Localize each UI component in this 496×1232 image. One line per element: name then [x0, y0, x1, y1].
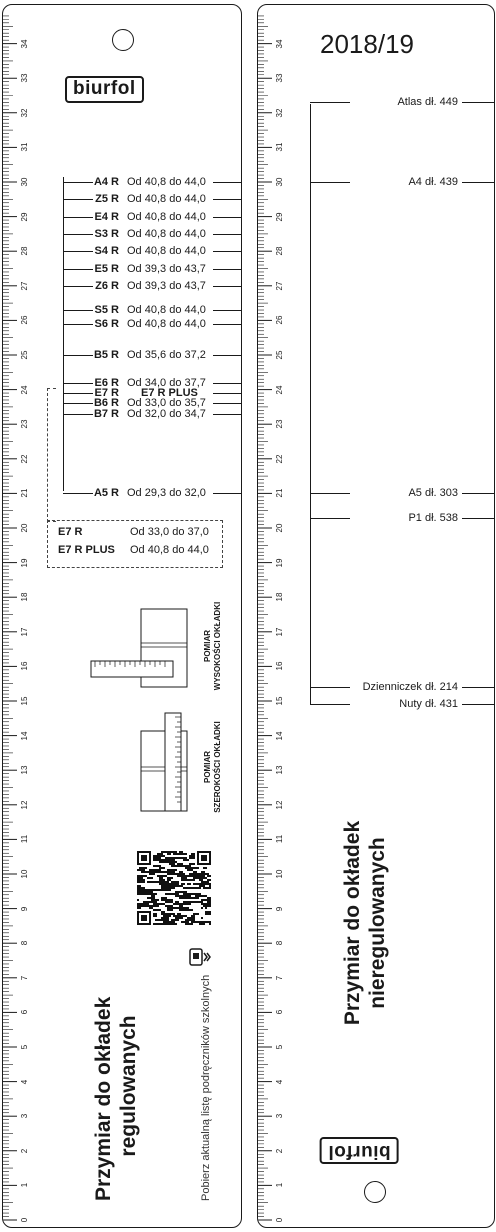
biurfol-logo: biurfol	[65, 76, 144, 103]
book-tick-line	[310, 704, 350, 705]
left-title-line-2: regulowanych	[117, 1015, 140, 1157]
right-scale-label: 22	[275, 454, 284, 464]
left-scale-label: 24	[20, 385, 29, 395]
left-scale-label: 0	[20, 1217, 29, 1223]
left-scale-label: 33	[20, 73, 29, 83]
book-label: A4 dł. 439	[408, 176, 458, 188]
left-scale-label: 15	[20, 696, 29, 706]
right-scale-label: 27	[275, 281, 284, 291]
book-label: A5 dł. 303	[408, 487, 458, 500]
right-scale-label: 17	[275, 627, 284, 637]
download-list-hint: Pobierz aktualną listę podręczników szkolnych	[200, 974, 212, 1201]
cover-type-code: A4 R	[93, 176, 119, 188]
right-ruler-title	[340, 793, 390, 1053]
right-scale-label: 23	[275, 419, 284, 429]
book-edge-line	[462, 182, 494, 183]
cover-type-code: E7 R	[94, 387, 119, 400]
left-scale-label: 25	[20, 350, 29, 360]
left-scale-label: 7	[20, 975, 29, 981]
right-scale-label: 14	[275, 731, 284, 741]
cover-type-range: Od 40,8 do 44,0	[127, 210, 206, 223]
cover-type-code: E5 R	[94, 262, 119, 275]
left-scale-label: 30	[20, 177, 29, 187]
cover-type-range: Od 32,0 do 34,7	[127, 407, 206, 420]
left-scale-label: 8	[20, 940, 29, 946]
left-scale-label: 21	[20, 488, 29, 498]
cover-type-range: Od 33,0 do 35,7	[127, 397, 206, 410]
cover-type-code: B6 R	[93, 397, 119, 410]
left-scale-label: 23	[20, 419, 29, 429]
left-scale-label: 18	[20, 592, 29, 602]
left-scale-label: 14	[20, 731, 29, 741]
left-scale-label: 11	[20, 835, 29, 844]
right-scale-label: 16	[275, 661, 284, 671]
left-scale-label: 20	[20, 523, 29, 533]
left-scale-label: 34	[20, 39, 29, 49]
cover-type-range: Od 39,3 do 43,7	[127, 279, 206, 292]
right-scale-label: 4	[275, 1079, 284, 1084]
right-scale-label: 15	[275, 696, 284, 706]
right-scale-label: 28	[275, 246, 284, 256]
right-scale-label: 30	[275, 177, 284, 187]
right-scale-label: 0	[275, 1217, 284, 1223]
right-scale-label: 9	[275, 906, 284, 911]
right-scale-label: 12	[275, 800, 284, 810]
book-label: Dzienniczek dł. 214	[362, 681, 458, 694]
cover-type-range: Od 34,0 do 37,7	[127, 376, 206, 389]
left-scale-label: 32	[20, 108, 29, 118]
book-edge-line	[462, 102, 494, 103]
right-scale-label: 34	[275, 39, 284, 49]
cover-type-range: Od 40,8 do 44,0	[127, 176, 206, 188]
right-scale-label: 24	[275, 385, 284, 395]
book-tick-line	[310, 182, 350, 183]
cover-type-range: Od 40,8 do 44,0	[127, 227, 206, 240]
left-scale-label: 17	[20, 627, 29, 637]
cover-type-range: Od 40,8 do 44,0	[127, 245, 206, 258]
ruler-regulowanych	[2, 4, 242, 1228]
width-measure-caption: POMIAR SZEROKOŚCI OKŁADKI	[203, 721, 222, 813]
right-title-line-2: nieregulowanych	[366, 837, 389, 1009]
right-scale-label: 10	[275, 869, 284, 879]
right-scale-label: 8	[275, 940, 284, 946]
book-edge-line	[462, 687, 494, 688]
hanging-hole-bottom	[364, 1181, 386, 1203]
right-scale-label: 5	[275, 1044, 284, 1050]
height-measure-caption: POMIAR WYSOKOŚCI OKŁADKI	[203, 601, 222, 691]
right-scale-label: 32	[275, 108, 284, 118]
left-scale-label: 3	[20, 1113, 29, 1119]
left-scale-label: 29	[20, 212, 29, 222]
left-scale-label: 22	[20, 454, 29, 464]
right-scale-label: 31	[275, 142, 284, 152]
left-scale-label: 4	[20, 1079, 29, 1084]
cover-type-code: Z5 R	[95, 193, 119, 206]
book-tick-line	[310, 493, 350, 494]
cover-type-code: S4 R	[94, 245, 119, 258]
cover-type-range: Od 40,8 do 44,0	[127, 304, 206, 317]
biurfol-logo-flipped: biurfol	[320, 1137, 399, 1164]
cover-type-code: B5 R	[93, 349, 119, 361]
book-edge-line	[462, 518, 494, 519]
book-label: P1 dł. 538	[408, 511, 458, 524]
left-scale-label: 2	[20, 1148, 29, 1154]
cover-type-code: E4 R	[94, 210, 119, 223]
left-scale-label: 1	[20, 1183, 29, 1188]
left-scale-label: 13	[20, 765, 29, 775]
left-title-line-1: Przymiar do okładek	[92, 996, 115, 1201]
cover-type-range: Od 40,8 do 44,0	[127, 193, 206, 206]
cover-type-code: S5 R	[94, 304, 119, 317]
book-tick-line	[310, 687, 350, 688]
e7-plus-box-code: E7 R PLUS	[58, 544, 115, 556]
cover-type-code: Z6 R	[95, 279, 119, 292]
left-scale-label: 12	[20, 800, 29, 810]
cover-type-range: E7 R PLUS	[141, 387, 198, 400]
cover-type-code: A5 R	[93, 487, 119, 500]
left-scale-label: 6	[20, 1010, 29, 1015]
right-scale-label: 11	[275, 835, 284, 844]
left-scale-label: 10	[20, 869, 29, 879]
right-scale-label: 29	[275, 212, 284, 222]
book-tick-line	[310, 518, 350, 519]
right-scale-label: 3	[275, 1113, 284, 1119]
book-list-bracket	[310, 104, 311, 705]
e7-box-code: E7 R	[58, 526, 83, 538]
right-scale-label: 6	[275, 1010, 284, 1015]
cover-type-code: S3 R	[94, 227, 119, 240]
right-scale-label: 7	[275, 975, 284, 981]
right-scale-label: 19	[275, 558, 284, 568]
cover-type-code: E6 R	[94, 376, 119, 389]
cover-type-code: S6 R	[94, 317, 119, 330]
cover-type-range: Od 35,6 do 37,2	[127, 349, 206, 361]
season-label: 2018/19	[320, 29, 414, 59]
right-scale-label: 33	[275, 73, 284, 83]
left-ruler-title	[91, 971, 141, 1201]
left-scale-label: 26	[20, 315, 29, 325]
left-scale-label: 9	[20, 906, 29, 911]
qr-code[interactable]	[137, 851, 211, 925]
book-edge-line	[462, 493, 494, 494]
ruler-nieregulowanych	[257, 4, 495, 1228]
cover-type-range: Od 40,8 do 44,0	[127, 317, 206, 330]
e7-plus-box-range: Od 40,8 do 44,0	[130, 544, 209, 556]
right-scale-label: 25	[275, 350, 284, 360]
right-scale-label: 18	[275, 592, 284, 602]
right-scale-label: 13	[275, 765, 284, 775]
book-label: Nuty dł. 431	[399, 698, 458, 711]
left-scale-label: 16	[20, 661, 29, 671]
left-scale-label: 19	[20, 558, 29, 568]
cover-type-code: B7 R	[93, 407, 119, 420]
book-tick-line	[310, 102, 350, 103]
right-scale-label: 20	[275, 523, 284, 533]
right-scale-label: 2	[275, 1148, 284, 1154]
right-title-line-1: Przymiar do okładek	[341, 820, 364, 1026]
right-scale-label: 26	[275, 315, 284, 325]
e7-box-range: Od 33,0 do 37,0	[130, 526, 209, 538]
right-scale-label: 1	[275, 1183, 284, 1188]
left-scale-label: 27	[20, 281, 29, 291]
left-scale-label: 31	[20, 142, 29, 152]
cover-type-range: Od 29,3 do 32,0	[127, 487, 206, 500]
book-label: Atlas dł. 449	[397, 96, 458, 109]
left-scale-label: 5	[20, 1044, 29, 1050]
right-scale-label: 21	[275, 488, 284, 498]
left-scale-label: 28	[20, 246, 29, 256]
book-edge-line	[462, 704, 494, 705]
cover-type-range: Od 39,3 do 43,7	[127, 262, 206, 275]
